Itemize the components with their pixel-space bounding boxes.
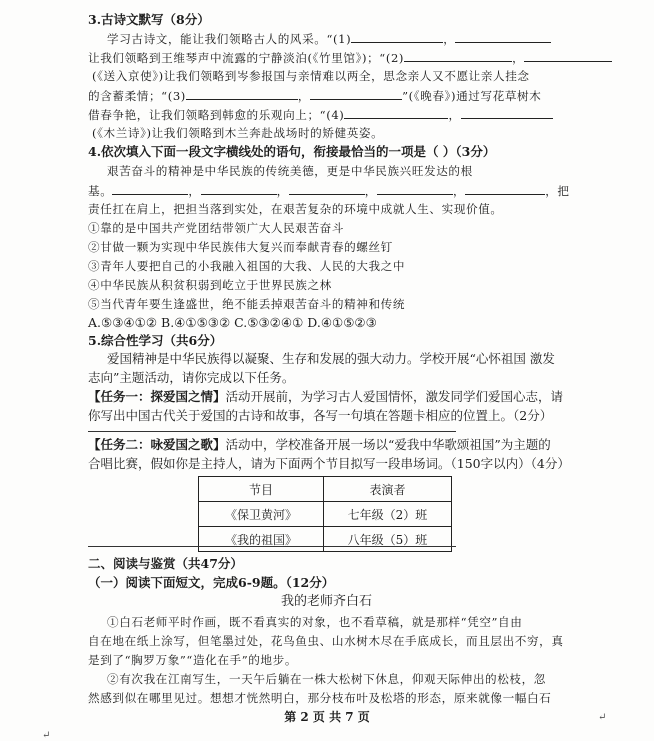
article-para-1-line-2: 自在地在纸上涂写，但笔墨过处，花鸟鱼虫、山水树木尽在手底成长，而且层出不穷，真 [88,634,564,648]
article-title: 我的老师齐白石 [281,594,373,609]
part-2-subtitle: （一）阅读下面短文，完成6-9题。（12分） [88,575,335,590]
q4-choices: A.⑤③④①② B.④①⑤③② C.⑤③②④① D.④①⑤②③ [88,315,377,330]
task-1-heading: 【任务一：探爱国之情】 [88,389,226,404]
answer-blank[interactable] [455,30,551,43]
answer-blank[interactable] [289,182,365,195]
q3-line-6: (《木兰诗》)让我们领略到木兰奔赴战场时的矫健英姿。 [92,126,384,140]
q4-paragraph-1: 艰苦奋斗的精神是中华民族的传统美德，更是中华民族兴旺发达的根 [107,164,473,178]
article-para-2-line-2: 然感到似在哪里见过。想想才恍然明白，那分枝布叶及松塔的形态，原来就像一幅白石 [88,691,552,705]
answer-blank[interactable] [201,182,277,195]
task-2-line-1: 【任务二：咏爱国之歌】活动中，学校准备开展一场以“爱我中华歌颂祖国”为主题的 [88,437,551,452]
q4-option-1: ①靠的是中国共产党团结带领广大人民艰苦奋斗 [88,221,345,235]
table-header-row [199,477,452,502]
task-1-line-1: 【任务一：探爱国之情】活动开展前，为学习古人爱国情怀，激发同学们爱国心志，请 [88,389,564,404]
q3-line-2: 让我们领略到王维琴声中流露的宁静淡泊(《竹里馆》)；“(2) ， [88,49,612,66]
q3-line-1: 学习古诗文，能让我们领略古人的风采。“(1) ， [107,30,551,47]
q5-title: 5.综合性学习（共6分） [88,333,223,348]
q4-title: 4.依次填入下面一段文字横线处的语句，衔接最恰当的一项是（ ）（3分） [88,144,496,159]
answer-line[interactable] [88,431,456,432]
q4-option-5: ⑤当代青年要生逢盛世，绝不能丢掉艰苦奋斗的精神和传统 [88,297,406,311]
task-2-heading: 【任务二：咏爱国之歌】 [88,437,226,452]
task-1-line-2: 你写出中国古代关于爱国的古诗和故事，各写一句填在答题卡相应的位置上。（2分） [88,408,553,423]
table-cell: 《保卫黄河》 [199,502,324,527]
q4-option-3: ③青年人要把自己的小我融入祖国的大我、人民的大我之中 [88,259,406,273]
answer-blank[interactable] [344,106,448,119]
table-cell: 八年级（5）班 [324,527,452,552]
q3-line-4: 的含蓄柔情；“(3) ， ”(《晚春》)通过写花草树木 [88,89,542,103]
q4-option-4: ④中华民族从积贫积弱到屹立于世界民族之林 [88,278,332,292]
q4-option-2: ②甘做一颗为实现中华民族伟大复兴而奉献青春的螺丝钉 [88,240,393,254]
answer-blank[interactable] [377,182,453,195]
table-row [199,527,452,552]
program-table [198,476,452,552]
q5-intro-line-2: 志向”主题活动，请你完成以下任务。 [88,370,295,385]
article-para-1-line-3: 是到了“胸罗万象”“造化在手”的地步。 [88,653,298,667]
q5-intro-line-1: 爱国精神是中华民族得以凝聚、生存和发展的强大动力。学校开展“心怀祖国 激发 [107,351,555,366]
table-cell: 《我的祖国》 [199,527,324,552]
page-footer: 第 2 页 共 7 页 [284,710,370,724]
task-2-line-2: 合唱比赛，假如你是主持人，请为下面两个节目拟写一段串场词。（150字以内）（4分） [88,456,570,471]
answer-blank[interactable] [112,182,188,195]
answer-blank[interactable] [351,30,443,43]
table-cell: 七年级（2）班 [324,502,452,527]
q4-paragraph-2: 基。 ， ， ， ， ，把 [88,184,570,198]
table-header-cell: 节目 [199,477,324,502]
answer-blank[interactable] [524,49,612,62]
answer-blank[interactable] [310,87,402,100]
table-row [199,502,452,527]
q4-paragraph-3: 责任扛在肩上，把担当落到实处，在艰苦复杂的环境中成就人生、实现价值。 [88,202,503,216]
return-mark: ↵ [598,712,607,723]
q3-title: 3.古诗文默写（8分） [88,12,210,27]
q3-line-5: 借春争艳，让我们领略到韩愈的乐观向上；“(4) ， [88,106,553,123]
answer-line[interactable] [88,546,456,547]
return-mark: ↵ [42,730,51,741]
answer-blank[interactable] [465,182,545,195]
answer-blank[interactable] [186,87,298,100]
answer-blank[interactable] [461,106,553,119]
article-para-1-line-1: ①白石老师平时作画，既不看真实的对象，也不看草稿，就是那样“凭空”自由 [107,615,523,629]
q3-line-3: (《送入京使》)让我们领略到岑参报国与亲情难以两全，思念亲人又不愿让亲人挂念 [92,69,530,83]
answer-blank[interactable] [404,49,512,62]
part-2-title: 二、阅读与鉴赏（共47分） [88,556,243,571]
table-header-cell: 表演者 [324,477,452,502]
article-para-2-line-1: ②有次我在江南写生，一天午后躺在一株大松树下休息，仰观天际伸出的松枝，忽 [107,672,546,686]
